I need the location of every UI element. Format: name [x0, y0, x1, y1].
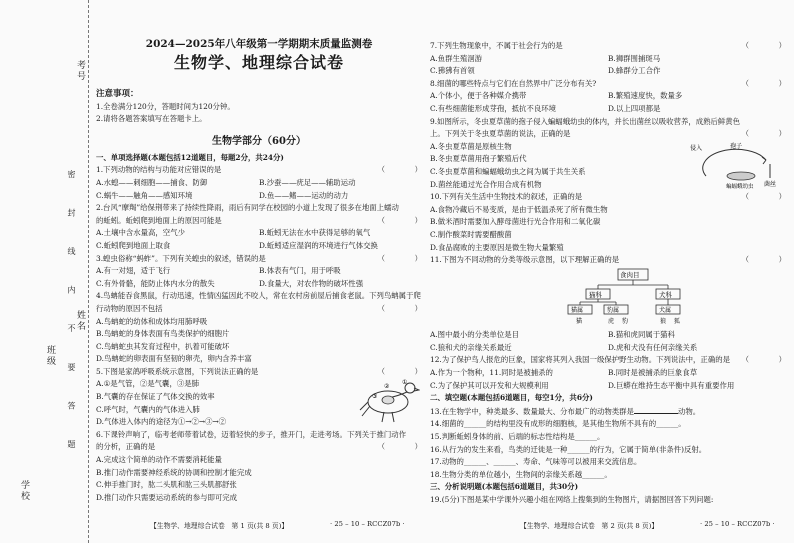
question-6 — [96, 429, 422, 505]
answer-paren: （ ） — [377, 442, 422, 452]
answer-paren: （ ） — [377, 253, 422, 263]
question-8 — [430, 78, 786, 116]
seal-line-text: 密 封 线 内 不 要 答 题 — [67, 170, 76, 462]
answer-paren: （ ） — [377, 165, 422, 175]
q10-option-b: B.做米酒时需要加入酵母菌进行光合作用和二氧化碳 — [430, 217, 601, 227]
q3-option-c: C.有外骨骼，能防止体内水分的散失 — [96, 278, 215, 288]
q4-option-a: A.鸟蚺蛇的幼体和成体均用肺呼吸 — [96, 316, 208, 326]
q7-option-b: B.狮群围捕斑马 — [608, 53, 661, 63]
q9-stem-cont: 上。下列关于冬虫夏草菌的说法，正确的是 — [430, 129, 571, 139]
q8-stem: 8.细菌的哪些特点与它们在自然界中广泛分布有关? — [430, 78, 597, 88]
right-column — [430, 40, 786, 507]
q11-option-c: C.狼和犬的亲缘关系最近 — [430, 342, 512, 352]
q17: 17.动物的______、______、寿命、气味等可以被用来交流信息。 — [430, 457, 642, 467]
q11-stem: 11.下图为不同动物的分类等级示意图，以下理解正确的是 — [430, 255, 620, 265]
question-4 — [96, 290, 422, 366]
q13-text: 13.在生物学中，种类最多、数量最大、分布最广的动物类群是 — [430, 406, 634, 416]
q13-text-end: 动物。 — [677, 406, 701, 416]
answer-paren: （ ） — [741, 129, 786, 139]
cordyceps-figure — [686, 140, 786, 190]
answer-paren: （ ） — [741, 192, 786, 202]
q19: 19.(5分)下图是某中学课外兴趣小组在网络上搜集到的生物图片，请据图回答下列问题: — [430, 495, 714, 504]
q9-option-a: A.冬虫夏草菌是原核生物 — [430, 141, 512, 151]
answer-blank[interactable] — [634, 405, 678, 414]
q8-option-a: A.个体小，便于各种媒介携带 — [430, 91, 527, 101]
q4-stem-cont: 行动物的原因不包括 — [96, 303, 163, 313]
fig-label: ① — [402, 378, 408, 386]
q15: 15.判断蚯蚓身体的前、后端的标志性结构是______。 — [430, 432, 605, 442]
q11-option-d: D.虎和犬没有任何亲缘关系 — [608, 342, 698, 352]
part1-title: 一、单项选择题(本题包括12道题目，每题2分，共24分) — [96, 152, 284, 162]
exam-year-title: 2024—2025年八年级第一学期期末质量监测卷 — [145, 38, 373, 50]
q2-option-a: A.土壤中含水量高，空气少 — [96, 228, 185, 238]
label-xuexiao: 学校 — [19, 480, 29, 502]
tree-family-label: 猫科 — [589, 290, 602, 299]
q4-option-d: D.鸟蚺蛇的卵表面有坚韧的卵壳，卵内含养丰富 — [96, 354, 252, 364]
q4-stem: 4.鸟蚺能吞食黑鼠，行动迅速，性情凶猛因此不咬人，常在农村房前屋后捕食老鼠。下列鸟蚺属于爬 — [96, 291, 421, 301]
tree-genus-label: 猫属 — [571, 306, 584, 314]
q10-option-a: A.食物冷藏后不易变质，是由于低温杀死了所有微生物 — [430, 204, 608, 214]
footer-left: 【生物学、地理综合试卷 第 1 页(共 8 页)】 — [150, 522, 289, 530]
q7-option-c: C.狒狒有首领 — [430, 66, 475, 76]
q1-stem: 1.下列动物的结构与功能对应错误的是 — [96, 165, 222, 175]
q6-option-d: D.推门动作只需要运动系统的参与即可完成 — [96, 492, 238, 502]
q5-option-d: D.气体进入体内的途径为①→②→③→② — [96, 417, 227, 427]
q10-option-d: D.食品腐败的主要原因是微生物大量繁殖 — [430, 242, 564, 252]
q5-option-c: C.呼气时，气囊内的气体进入肺 — [96, 404, 200, 414]
q4-option-c: C.鸟蚺蛇虫其发育过程中，扒着可能破坏 — [96, 341, 230, 351]
fig-label: ② — [384, 382, 390, 390]
fig-label: 侵入 — [690, 144, 703, 152]
part3-title: 三、分析说明题(本题包括6道题目，共30分) — [430, 482, 579, 492]
question-12 — [430, 354, 786, 392]
answer-paren: （ ） — [741, 255, 786, 265]
question-5 — [96, 366, 422, 429]
question-1 — [96, 164, 422, 202]
q16: 16.从行为的发生来看，鸟类的迁徙是一种______的行为，它属于简单(非条件)反射。 — [430, 444, 707, 454]
q5-option-a: A.①是气管，②是气囊，③是肺 — [96, 379, 200, 389]
answer-paren: （ ） — [741, 355, 786, 365]
q9-option-d: D.菌丝能通过光合作用合成有机物 — [430, 179, 542, 189]
pigeon-respiratory-figure — [358, 376, 420, 424]
exam-main-title: 生物学、地理综合试卷 — [173, 53, 344, 72]
tree-species-label: 猫 — [576, 317, 583, 325]
answer-paren: （ ） — [741, 41, 786, 50]
answer-paren: （ ） — [377, 215, 422, 225]
q10-stem: 10.下列有关生活中生物技术的叙述，正确的是 — [430, 192, 583, 202]
q2-option-b: B.蚯蚓无法在水中获得足够的氧气 — [259, 228, 371, 238]
q13 — [430, 405, 786, 419]
q18: 18.生物分类的单位越小，生物间的亲缘关系越______。 — [430, 469, 612, 479]
q8-option-d: D.以上四项都是 — [608, 103, 661, 113]
bio-section-title: 生物学部分（60分） — [212, 135, 306, 147]
q2-stem: 2.台风“摩羯”给保荆带来了持续性降雨，雨后有同学在校园的小道上发现了很多在地面上蠕动 — [96, 203, 399, 213]
question-11 — [430, 254, 786, 354]
left-column — [96, 32, 422, 504]
notice-title: 注意事项： — [96, 89, 139, 99]
q10-option-c: C.制作酸菜时需要醋酸菌 — [430, 229, 512, 239]
tree-species-label: 虎 — [608, 317, 615, 325]
question-2 — [96, 202, 422, 252]
question-7 — [430, 40, 786, 78]
tree-genus-label: 犬属 — [659, 306, 672, 314]
q6-option-b: B.推门动作需要神经系统的协调和控制才能完成 — [96, 467, 252, 477]
classification-tree — [430, 267, 786, 325]
q2-option-c: C.蚯蚓爬到地面上取食 — [96, 240, 171, 250]
q4-option-b: B.鸟蚺蛇的身体表面有鸟类保护的细胞片 — [96, 329, 230, 339]
q6-stem-cont: 的分析，正确的是 — [96, 442, 156, 452]
answer-paren: （ ） — [377, 303, 422, 313]
question-10 — [430, 191, 786, 254]
tree-species-label: 豹 — [622, 317, 629, 325]
label-xingming: 姓名 — [75, 310, 85, 332]
fig-label: 蝙蝠蛾幼虫 — [726, 183, 754, 190]
footer-right: 【生物学、地理综合试卷 第 2 页(共 8 页)】 — [520, 522, 659, 530]
q9-option-b: B.冬虫夏草菌用孢子繁殖后代 — [430, 154, 527, 164]
q3-option-a: A.有一对翅，适于飞行 — [96, 266, 171, 276]
label-banji: 班级 — [45, 345, 55, 367]
q6-option-a: A.完成这个简单的动作不需要消耗能量 — [96, 455, 222, 465]
q5-stem: 5.下图是家鸽呼吸系统示意图，下列说法正确的是 — [96, 366, 259, 376]
q12-option-b: B.同时是被捕杀的巨象食草 — [608, 368, 698, 378]
question-9 — [430, 116, 786, 192]
notice-item: 2.请将各题答案填写在答题卡上。 — [96, 114, 207, 124]
q9-stem: 9.如图所示，冬虫夏草菌的孢子侵入蝙蝠蛾幼虫的体内，并长出菌丝以吸收营养，成熟后鲜黄色 — [430, 116, 741, 126]
part2-title: 二、填空题(本题包括6道题目，每空1分，共6分) — [430, 393, 593, 403]
q8-option-c: C.有些细菌能形成芽孢，抵抗不良环境 — [430, 103, 556, 113]
q11-option-b: B.猫和虎同属于猫科 — [608, 330, 675, 340]
q14: 14.细菌的______的结构里没有成形的细胞核，是其他生物所不具有的______。 — [430, 419, 686, 429]
q7-option-a: A.鱼群生殖洄游 — [430, 53, 483, 63]
answer-paren: （ ） — [377, 366, 422, 376]
q3-option-d: D.食量大，对农作物的破坏性强 — [259, 278, 364, 288]
tree-root-label: 食肉目 — [620, 270, 640, 279]
q7-option-d: D.蜂群分工合作 — [608, 66, 661, 76]
q8-option-b: B.繁殖速度快，数量多 — [608, 91, 683, 101]
q5-option-b: B.气囊的存在保证了气体交换的效率 — [96, 392, 215, 402]
question-3 — [96, 253, 422, 291]
binding-margin — [0, 0, 89, 543]
footer-left-code: · 25 – 10 – RCCZ07b · — [330, 520, 405, 528]
q7-stem: 7.下列生物现象中，不属于社会行为的是 — [430, 41, 563, 50]
q1-option-a: A.水螅——刺细胞——捕食、防御 — [96, 177, 208, 187]
q12-stem: 12.为了保护鸟人报危的巨象，国家将其列入我国一级保护野生动物。下列说法中，正确的是 — [430, 355, 730, 365]
fig-label: 孢子 — [730, 142, 743, 150]
q6-option-c: C.伸手推门时，肱二头肌和肱三头肌都舒张 — [96, 480, 237, 490]
q6-stem: 6.下课铃声响了，临考老师带着试卷，迈着轻快的步子，推开门，走进考场。下列关于推门动作 — [96, 429, 407, 439]
q11-option-a: A.图中最小的分类单位是目 — [430, 330, 519, 340]
fig-label: ③ — [372, 392, 378, 400]
q3-stem: 3.蝗虫俗称“蚂蚱”。下列有关蝗虫的叙述，错误的是 — [96, 253, 266, 263]
tree-species-label: 狼 — [660, 317, 667, 325]
tree-family-label: 犬科 — [659, 290, 672, 299]
q1-option-c: C.蜗牛——触角——感知环境 — [96, 190, 193, 200]
tree-species-label: 狐 — [674, 317, 681, 325]
tree-genus-label: 豹属 — [607, 306, 620, 314]
q12-option-a: A.作为一个物种，11.同时是被捕杀的 — [430, 368, 553, 378]
q12-option-c: C.为了保护其可以开发和大规模利用 — [430, 380, 549, 390]
label-kaohao: 考号 — [75, 60, 85, 82]
q12-option-d: D.巨蟒在维持生态平衡中具有重要作用 — [608, 380, 735, 390]
q1-option-d: D.鱼——鳍——运动的动力 — [259, 190, 349, 200]
fig-label: 菌丝 — [764, 180, 777, 188]
answer-paren: （ ） — [741, 78, 786, 88]
q3-option-b: B.体表有气门，用于呼吸 — [259, 266, 341, 276]
notice-item: 1.全卷满分120分，答题时间为120分钟。 — [96, 101, 235, 111]
q1-option-b: B.沙蚕——疣足——辅助运动 — [259, 177, 356, 187]
q2-option-d: D.蚯蚓适应湿润的环境进行气体交换 — [259, 240, 378, 250]
footer-right-code: · 25 – 10 – RCCZ07b · — [700, 520, 775, 528]
q9-option-c: C.冬虫夏草菌和蝙蝠蛾幼虫之间为属于共生关系 — [430, 166, 586, 176]
q2-stem-cont: 的蚯蚓。蚯蚓爬到地面上的原因可能是 — [96, 215, 222, 225]
